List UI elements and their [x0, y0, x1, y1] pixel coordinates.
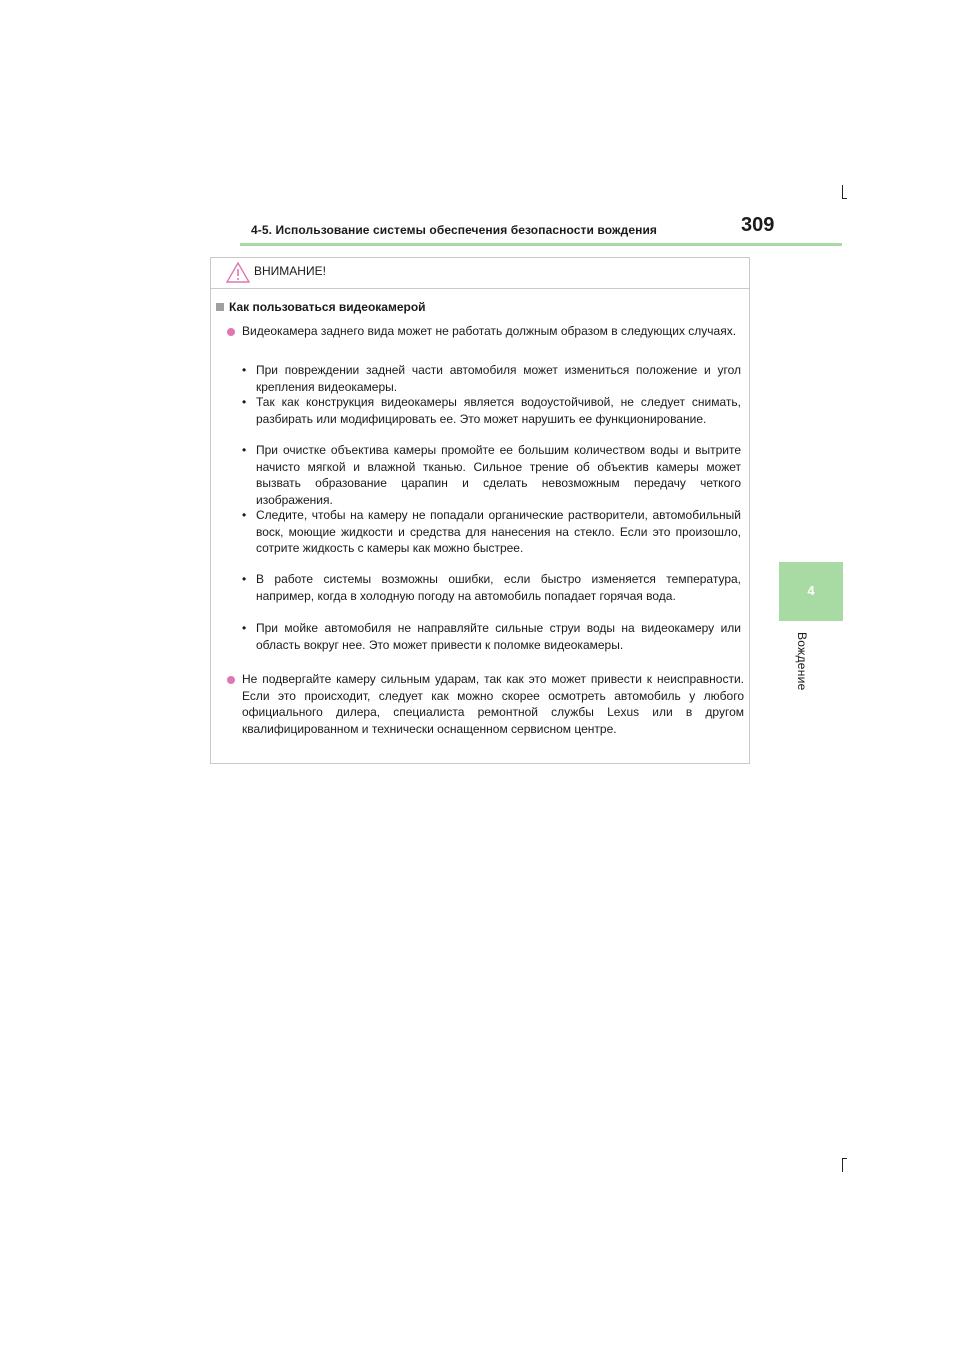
page-number: 309: [741, 214, 775, 236]
chapter-tab: [779, 562, 843, 621]
list-item: [242, 394, 741, 427]
sub-bullet: •: [242, 443, 247, 457]
pink-bullet-icon: [227, 328, 235, 336]
list-item: [242, 507, 741, 557]
list-item-text: При очистке объектива камеры промойте ее большим количеством воды и вытрите начисто мягкой и влажной тканью. Сильное трение об объектив камеры может вызвать образование царапин и сделать невозможным передачу четкого изображения.: [256, 443, 741, 507]
point-2-text: Не подвергайте камеру сильным ударам, так как это может привести к неисправности. Если это происходит, следует как можно скорее осмотреть автомобиль у любого официального дилера, специалиста ремонтной службы Lexus или в другом квалифицированном и технически оснащенном сервисном центре.: [242, 672, 744, 736]
list-item-text: При повреждении задней части автомобиля может измениться положение и угол крепления видеокамеры.: [256, 363, 741, 394]
section-heading: [216, 300, 426, 314]
sub-bullet: •: [242, 621, 247, 635]
chapter-label: Вождение: [795, 632, 809, 691]
header-divider: [240, 243, 842, 246]
crop-mark-bottom: [842, 1158, 843, 1172]
sub-bullet: •: [242, 508, 247, 522]
point-1-text: Видеокамера заднего вида может не работать должным образом в следующих случаях.: [242, 324, 737, 338]
list-item-text: В работе системы возможны ошибки, если быстро изменяется температура, например, когда в холодную погоду на автомобиль попадает горячая вода.: [256, 572, 741, 603]
crop-mark-top: [842, 185, 843, 199]
sub-bullet: •: [242, 572, 247, 586]
warning-triangle-icon: [226, 261, 250, 288]
list-item-text: Так как конструкция видеокамеры является водоустойчивой, не следует снимать, разбирать или модифицировать ее. Это может нарушить ее функционирование.: [256, 395, 741, 426]
crop-mark-bottom-tick: [842, 1158, 847, 1159]
sub-bullet: •: [242, 395, 247, 409]
list-item: [242, 442, 741, 508]
crop-mark-top-tick: [842, 198, 847, 199]
caution-box: [210, 257, 750, 764]
page-section-title: 4-5. Использование системы обеспечения безопасности вождения: [251, 223, 658, 237]
caution-title: ВНИМАНИЕ!: [254, 264, 326, 278]
caution-header: [211, 258, 749, 289]
list-item: [242, 571, 741, 604]
pink-bullet-icon: [227, 676, 235, 684]
sub-bullet: •: [242, 363, 247, 377]
list-item: [242, 620, 741, 653]
chapter-number: 4: [807, 583, 815, 598]
square-bullet-icon: [216, 303, 224, 311]
list-item-text: При мойке автомобиля не направляйте сильные струи воды на видеокамеру или область вокруг нее. Это может привести к поломке видеокамеры.: [256, 621, 741, 652]
section-heading-text: Как пользоваться видеокамерой: [229, 300, 426, 314]
list-item: [242, 362, 741, 395]
list-item-text: Следите, чтобы на камеру не попадали органические растворители, автомобильный воск, моющие жидкости и средства для нанесения на стекло. Если это произошло, сотрите жидкость с камеры как можно быстрее.: [256, 508, 741, 555]
